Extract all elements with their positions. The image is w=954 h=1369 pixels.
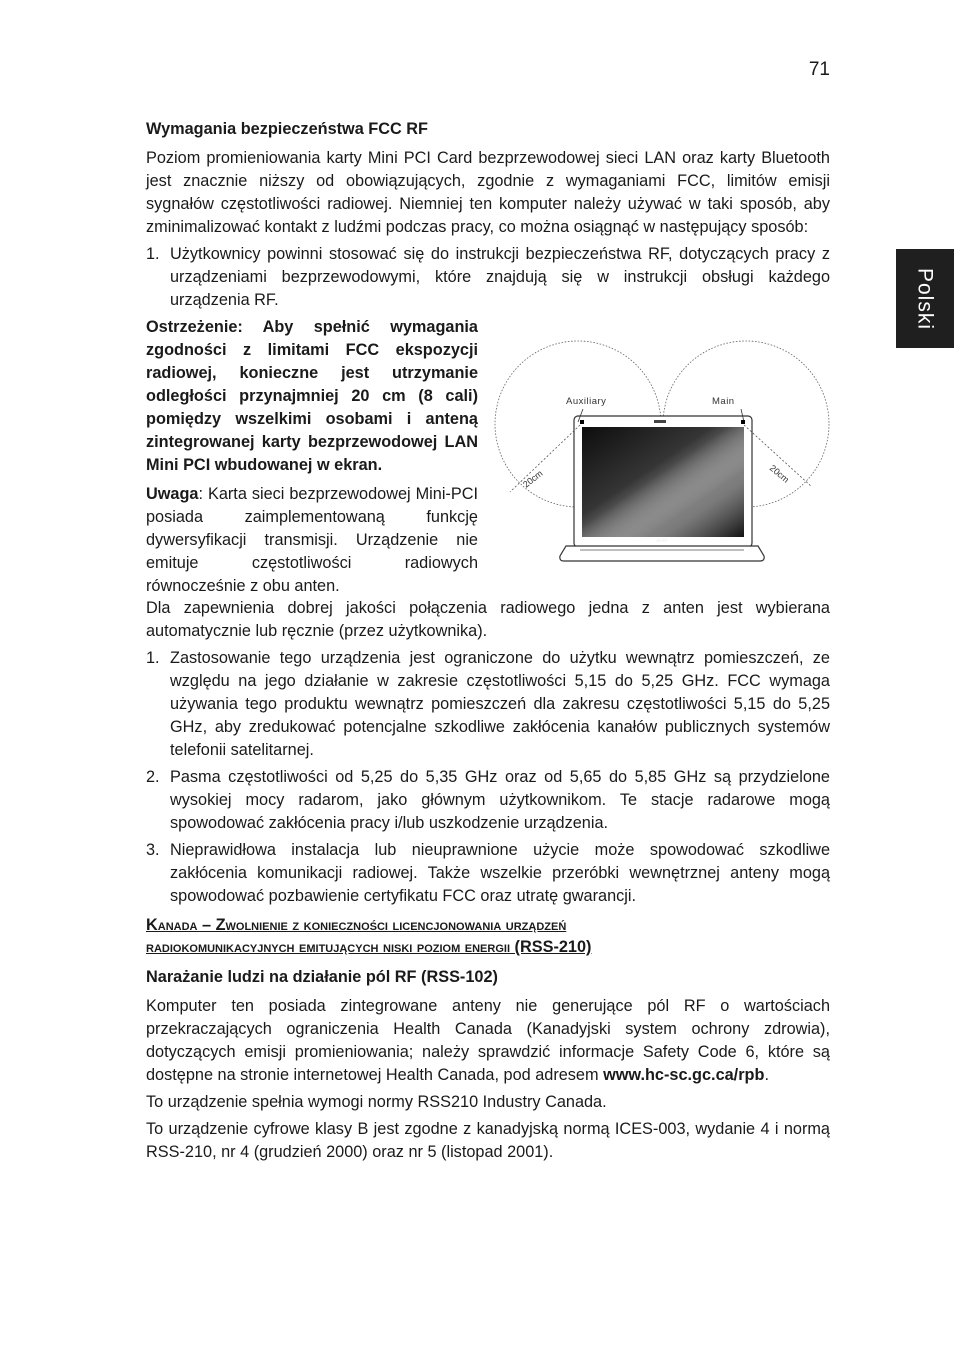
warning-figure-block — [146, 316, 830, 597]
list-number: 2. — [146, 768, 160, 786]
health-canada-text: Komputer ten posiada zintegrowane anteny nie generujące pól RF o wartościach przekraczających ograniczenia Health Canada (Kanadyjski system ochrony zdrowia), dotyczących emisji promieniowania; należy sprawdzić informacje Safety Code 6, które są dostępne na stronie internetowej Health Canada, pod adresem — [146, 997, 830, 1084]
health-canada-link[interactable]: www.hc-sc.gc.ca/rpb — [603, 1066, 765, 1084]
page-content — [146, 118, 830, 1168]
list-item — [146, 839, 830, 908]
rf-exposure-heading: Narażanie ludzi na działanie pól RF (RSS-102) — [146, 968, 498, 986]
webcam — [654, 420, 666, 423]
main-antenna-marker — [741, 420, 745, 424]
list-text: Pasma częstotliwości od 5,25 do 5,35 GHz oraz od 5,65 do 5,85 GHz są przydzielone wysokiej mocy radarom, jako głównym użytkownikom. Te stacje radarowe mogą spowodować zakłócenia pracy i/lub uszkodzenie urządzenia. — [170, 768, 830, 832]
health-canada-end: . — [764, 1066, 769, 1084]
note-label: Uwaga — [146, 485, 199, 503]
note-body: : Karta sieci bezprzewodowej Mini-PCI posiada zaimplementowaną funkcję dywersyfikacji transmisji. Urządzenie nie emituje częstotliwości radiowych równocześnie z obu anten. — [146, 485, 478, 595]
list-1 — [146, 243, 830, 312]
list-2 — [146, 647, 830, 908]
kanada-heading-line2: radiokomunikacyjnych emitujących niski poziom energii — [146, 938, 511, 956]
list-item — [146, 766, 830, 835]
distance-label-right: 20cm — [767, 462, 792, 485]
laptop-base — [560, 546, 764, 561]
rss210-paragraph: To urządzenie spełnia wymogi normy RSS210 Industry Canada. — [146, 1093, 607, 1111]
list-number: 1. — [146, 649, 160, 667]
kanada-heading-line1: Kanada – Zwolnienie z konieczności licencjonowania urządzeń — [146, 916, 567, 934]
list-text: Nieprawidłowa instalacja lub nieuprawnione użycie może spowodować szkodliwe zakłócenia komunikacji radiowej. Także wszelkie przeróbki wewnętrznej anteny mogą spowodować pozbawienie certyfikatu FCC oraz utratę gwarancji. — [170, 841, 830, 905]
list-text: Użytkownicy powinni stosować się do instrukcji bezpieczeństwa RF, dotyczących pracy z urządzeniami bezprzewodowymi, które znajdują się w instrukcji obsługi każdego urządzenia RF. — [170, 245, 830, 309]
kanada-heading — [146, 914, 830, 958]
language-tab-label: Polski — [913, 267, 937, 330]
fcc-heading: Wymagania bezpieczeństwa FCC RF — [146, 120, 428, 138]
list-text: Zastosowanie tego urządzenia jest ograniczone do użytku wewnątrz pomieszczeń, ze względu na jego działanie w zakresie częstotliwości 5,15 do 5,25 GHz. FCC wymaga używania tego produktu wewnątrz pomieszczeń dla zakresu częstotliwości 5,15 do 5,25 GHz, aby zredukować potencjalne szkodliwe zakłócenia kanałów publicznych systemów telefonii satelitarnej. — [170, 649, 830, 759]
list-number: 3. — [146, 841, 160, 859]
main-label: Main — [712, 396, 735, 407]
list-item — [146, 647, 830, 762]
health-canada-paragraph — [146, 995, 830, 1087]
ices-paragraph: To urządzenie cyfrowe klasy B jest zgodne z kanadyjską normą ICES-003, wydanie 4 i normą RSS-210, nr 4 (grudzień 2000) oraz nr 5 (listopad 2001). — [146, 1120, 830, 1161]
aux-antenna-marker — [580, 420, 584, 424]
language-tab — [896, 249, 954, 348]
after-note-text: Dla zapewnienia dobrej jakości połączenia radiowego jedna z anten jest wybierana automatycznie lub ręcznie (przez użytkownika). — [146, 599, 830, 640]
antenna-diagram — [494, 322, 834, 584]
kanada-heading-suffix: (RSS-210) — [510, 938, 592, 956]
note-text — [146, 483, 478, 598]
distance-label-left: 20cm — [521, 468, 545, 490]
list-number: 1. — [146, 245, 160, 263]
warning-text: Ostrzeżenie: Aby spełnić wymagania zgodności z limitami FCC ekspozycji radiowej, konieczne jest utrzymanie odległości przynajmniej 20 cm (8 cali) pomiędzy wszelkimi osobami i anteną zintegrowanej karty bezprzewodowej LAN Mini PCI wbudowanej w ekran. — [146, 318, 478, 474]
laptop-screen-shade — [582, 427, 744, 537]
warning-column — [146, 316, 478, 598]
laptop-logo: acer — [656, 538, 668, 544]
fcc-intro: Poziom promieniowania karty Mini PCI Card bezprzewodowej sieci LAN oraz karty Bluetooth jest znacznie niższy od obowiązujących, zgodnie z wymaganiami FCC, limitów emisji sygnałów częstotliwości radiowej. Niemniej ten komputer należy używać w taki sposób, aby zminimalizować kontakt z ludźmi podczas pracy, co można osiągnąć w następujący sposób: — [146, 149, 830, 236]
list-item — [146, 243, 830, 312]
auxiliary-label: Auxiliary — [566, 396, 607, 407]
page-number: 71 — [808, 59, 830, 80]
